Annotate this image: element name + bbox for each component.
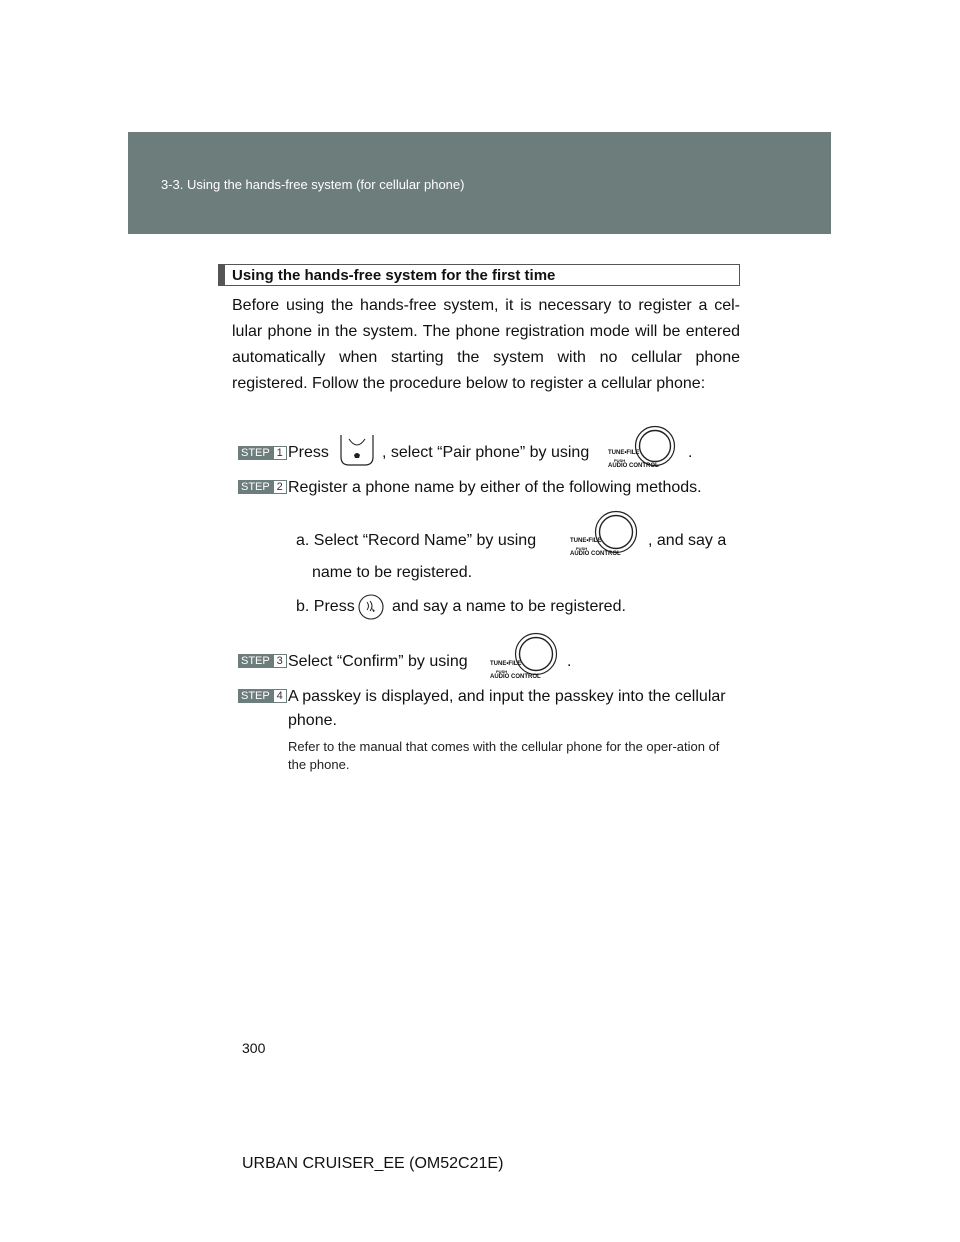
- step-4-line1: A passkey is displayed, and input the passkey into the cellular: [288, 688, 726, 705]
- step-number: 2: [273, 480, 287, 494]
- step-label: STEP: [238, 654, 273, 668]
- step-3-text-end: .: [567, 653, 572, 670]
- section-title: Using the hands-free system for the first time: [232, 267, 556, 284]
- step-1-text-press: Press: [288, 444, 329, 461]
- step-number: 4: [273, 689, 287, 703]
- tune-file-knob-icon: TUNE•FILE PUSH AUDIO CONTROL: [568, 510, 640, 562]
- sub-item-a-line2: name to be registered.: [312, 564, 473, 581]
- section-heading: [218, 264, 740, 286]
- step-1-text-select: , select “Pair phone” by using: [382, 444, 590, 461]
- step-3-text: Select “Confirm” by using: [288, 653, 468, 670]
- talk-voice-icon: [358, 594, 384, 620]
- step-4-line2: phone.: [288, 712, 337, 729]
- step-number: 1: [273, 446, 287, 460]
- step-label: STEP: [238, 689, 273, 703]
- step-3-badge: [238, 654, 287, 668]
- phone-off-hook-icon: [338, 431, 376, 469]
- chapter-header: [128, 132, 831, 234]
- sub-item-b-tail: and say a name to be registered.: [392, 598, 626, 615]
- sub-item-a-text: a. Select “Record Name” by using: [296, 532, 537, 549]
- intro-paragraph: Before using the hands-free system, it is necessary to register a cel-lular phone in the system. The phone registration mode will be entered automatically when starting the system with no cellular phone registered. Follow the procedure below to register a cellular phone:: [232, 297, 740, 392]
- step-label: STEP: [238, 446, 273, 460]
- section-heading-bar: [219, 265, 225, 285]
- step-1-text-end: .: [688, 444, 693, 461]
- step-2-badge: [238, 480, 287, 494]
- sub-item-b-text: b. Press: [296, 598, 355, 615]
- step-4-badge: [238, 689, 287, 703]
- sub-item-a-tail: , and say a: [648, 532, 727, 549]
- step-label: STEP: [238, 480, 273, 494]
- step-number: 3: [273, 654, 287, 668]
- step-1-badge: [238, 446, 287, 460]
- breadcrumb: 3-3. Using the hands-free system (for cellular phone): [161, 177, 465, 192]
- tune-file-knob-icon: TUNE•FILE PUSH AUDIO CONTROL: [488, 632, 560, 682]
- note-text: Refer to the manual that comes with the cellular phone for the oper-ation of the phone.: [288, 739, 720, 772]
- manual-footer: URBAN CRUISER_EE (OM52C21E): [242, 1155, 504, 1172]
- tune-file-knob-icon: TUNE•FILE PUSH AUDIO CONTROL: [606, 424, 678, 470]
- page-number: 300: [242, 1040, 266, 1056]
- step-2-text: Register a phone name by either of the following methods.: [288, 479, 702, 496]
